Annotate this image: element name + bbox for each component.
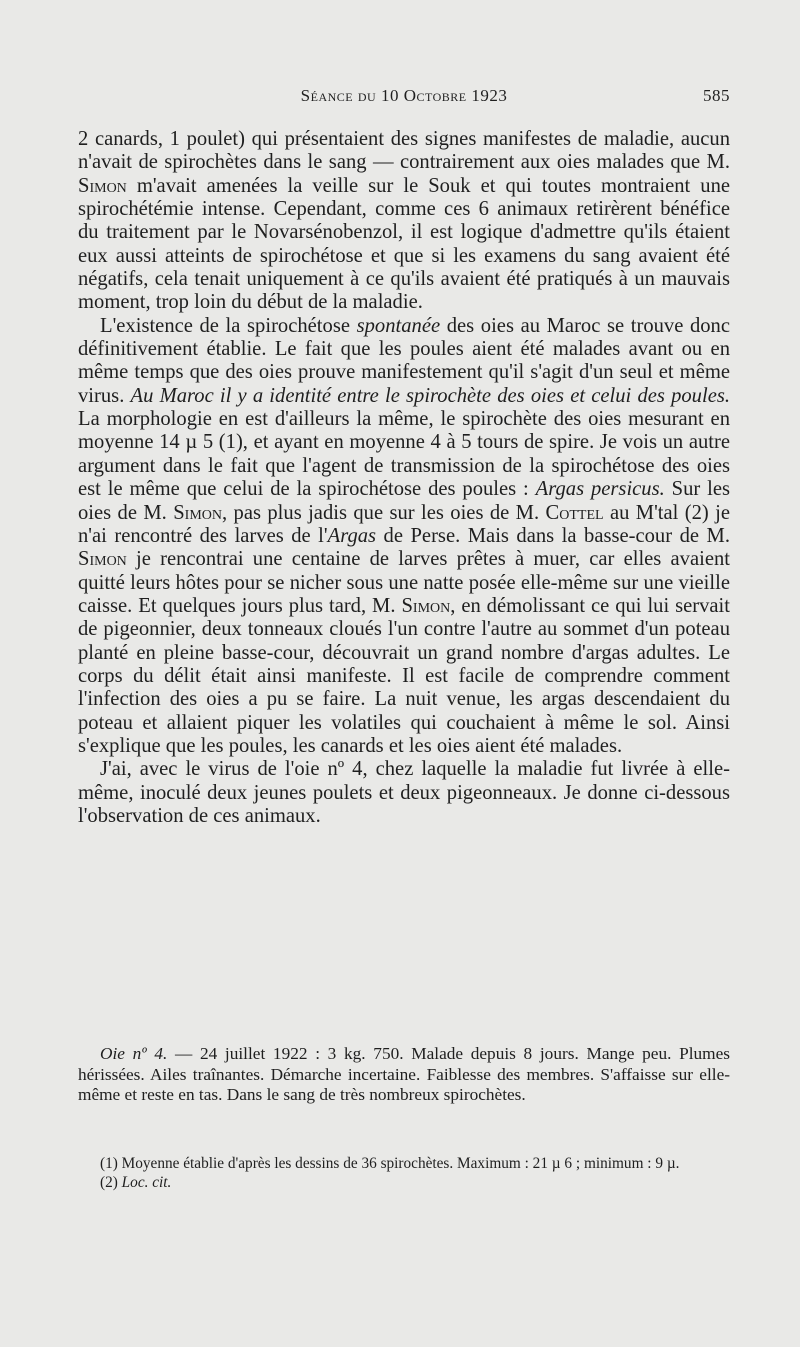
- running-title: Séance du 10 Octobre 1923: [300, 86, 508, 105]
- text-run: de Perse. Mais dans la basse-cour de M.: [376, 524, 730, 547]
- text-run: 2 canards, 1 poulet) qui présentaient des signes manifestes de maladie, aucun n'avait de spirochètes dans le sang — contrairement aux oies malades que M.: [78, 128, 730, 174]
- main-text: [78, 128, 730, 828]
- footnotes: [78, 1154, 730, 1192]
- footnote-citation: Loc. cit.: [121, 1174, 172, 1191]
- paragraph-3: J'ai, avec le virus de l'oie nº 4, chez laquelle la maladie fut livrée à elle-même, inoculé deux jeunes poulets et deux pigeonneaux. Je donne ci-dessous l'observation de ces animaux.: [78, 758, 730, 827]
- text-run: , pas plus jadis que sur les oies de M.: [222, 501, 546, 524]
- text-run: , en démolissant ce qui lui servait de pigeonnier, deux tonneaux cloués l'un contre l'autre au sommet d'un poteau planté en pleine basse-cour, découvrait un grand nombre d'argas adultes. Le corps du délit était ainsi manifeste. Il est facile de comprendre comment l'infection des oies a pu se faire. La nuit venue, les argas descendaient du poteau et allaient piquer les volatiles qui couchaient à même le sol. Ainsi s'explique que les poules, les canards et les oies aient été malades.: [78, 594, 730, 757]
- observation-label: Oie nº 4.: [100, 1044, 168, 1063]
- italic-text: spontanée: [356, 314, 441, 337]
- author-name: Simon: [78, 548, 127, 571]
- footnote-2: [78, 1173, 730, 1192]
- author-name: Simon: [173, 501, 223, 524]
- italic-text: Au Maroc il y a identité entre le spirochète des oies et celui des poules.: [130, 384, 730, 407]
- page-number: 585: [703, 86, 730, 105]
- author-name: Simon: [78, 174, 127, 197]
- text-run: au M'tal (2) je n'ai rencontré des larves de l': [78, 501, 731, 547]
- page-header: [78, 86, 730, 110]
- paragraph-2: [78, 315, 730, 759]
- author-name: Simon: [401, 594, 451, 617]
- text-run: La morphologie en est d'ailleurs la même, le spirochète des oies mesurant en moyenne 14 µ 5 (1), et ayant en moyenne 4 à 5 tours de spire. Je vois un autre argument dans le fait que l'agent de transmission de la spirochétose des oies est le même que celui de la spirochétose des poules :: [78, 408, 730, 501]
- footnote-1: (1) Moyenne établie d'après les dessins de 36 spirochètes. Maximum : 21 µ 6 ; minimum : 9 µ.: [100, 1155, 680, 1172]
- italic-text: Argas persicus.: [535, 478, 665, 501]
- footnote-number: (2): [100, 1174, 122, 1191]
- text-run: je rencontrai une centaine de larves prêtes à muer, car elles avaient quitté leurs hôtes pour se nicher sous une natte posée elle-même sur une vieille caisse. Et quelques jours plus tard, M.: [78, 548, 730, 617]
- author-name: Cottel: [545, 501, 604, 524]
- text-run: m'avait amenées la veille sur le Souk et qui toutes montraient une spirochétémie intense. Cependant, comme ces 6 animaux retirèrent bénéfice du traitement par le Novarsénobenzol, il est logique d'admettre qu'ils étaient eux aussi atteints de spirochétose et que si les examens du sang avaient été négatifs, cela tenait uniquement à ce qu'ils avaient été pratiqués à un mauvais moment, trop loin du début de la maladie.: [78, 174, 730, 314]
- observation-note: [78, 1044, 730, 1106]
- observation-text: — 24 juillet 1922 : 3 kg. 750. Malade depuis 8 jours. Mange peu. Plumes hérissées. Ailes traînantes. Démarche incertaine. Faiblesse des membres. S'affaisse sur elle-même et reste en tas. Dans le sang de très nombreux spirochètes.: [78, 1044, 730, 1104]
- paragraph-1: [78, 128, 730, 315]
- text-run: L'existence de la spirochétose: [100, 314, 357, 337]
- italic-text: Argas: [327, 524, 377, 547]
- text-run: Sur les oies de M.: [78, 478, 731, 524]
- text-run: des oies au Maroc se trouve donc définitivement établie. Le fait que les poules aient été malades avant ou en même temps que des oies prouve manifestement qu'il s'agit d'un seul et même virus.: [78, 314, 730, 407]
